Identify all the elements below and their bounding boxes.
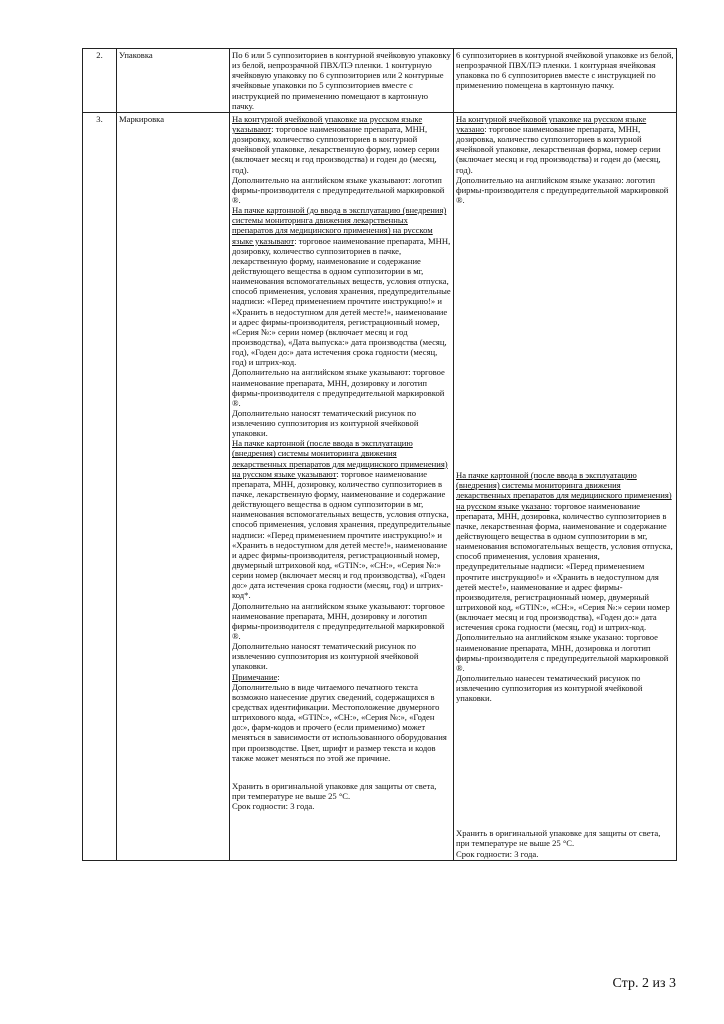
row-title: Маркировка	[117, 112, 230, 860]
proposed-text: По 6 или 5 суппозиториев в контурной ячейковую упаковку из белой, непрозрачной ПВХ/ПЭ пленки. 1 контурную ячейковую упаковку по 6 суппозиториев или 2 контурные ячейковые упаковки по 5 суппозиториев вместе с инструкцией по применению помещают в картонную пачку.	[230, 49, 454, 113]
carton-before-picture-paragraph: Дополнительно наносят тематический рисунок по извлечению суппозитория из контурной ячейковой упаковки.	[232, 407, 419, 439]
row-number: 2.	[83, 49, 117, 113]
page-number: Стр. 2 из 3	[612, 976, 676, 991]
approved-text: 6 суппозиториев в контурной ячейковой упаковке из белой, непрозрачной ПВХ/ПЭ пленки. 1 контурная ячейковая упаковка по 6 суппозиториев вместе с инструкцией по применению помещена в картонную пачку.	[454, 49, 677, 113]
proposed-text	[230, 112, 454, 860]
carton-before-paragraph: На пачке картонной (до ввода в эксплуатацию (внедрения) системы мониторинга движения лекарственных препаратов для медицинского применения) на русском языке указывают: торговое наименование препарата, МНН, дозировку, количество суппозиториев в пачке, лекарственную форму, наименование и содержание действующего вещества в одном суппозитории в мг, наименования вспомогательных веществ, условия отпуска, способ применения, условия хранения, предупредительные надписи: «Перед применением прочтите инструкцию!» и «Хранить в недоступном для детей месте!», наименование и адрес фирмы-производителя, регистрационный номер, «Серия №:» серии номер (включает месяц и год производства), «Дата выпуска:» дата производства (месяц, год), «Годен до:» дата истечения срока годности (месяц, год) и штрих-код.	[232, 205, 451, 368]
table-row	[83, 49, 677, 113]
storage-paragraph: Хранить в оригинальной упаковке для защиты от света, при температуре не выше 25 °С.	[232, 780, 437, 801]
carton-after-paragraph: На пачке картонной (после ввода в эксплуатацию (внедрения) системы мониторинга движения лекарственных препаратов для медицинского применения) на русском языке указывают: торговое наименование препарата, МНН, дозировку, количество суппозиториев в пачке, лекарственную форму, наименование и содержание действующего вещества в одном суппозитории в мг, наименования вспомогательных веществ, условия отпуска, способ применения, условия хранения, предупредительные надписи: «Перед применением прочтите инструкцию!» и «Хранить в недоступном для детей месте!», наименование и адрес фирмы-производителя, регистрационный номер, двумерный штриховой код, «GTIN:», «CH:», «Серия №:» серии номер (включает месяц и год производства), «Годен до:» дата истечения срока годности (месяц, год) и штрих-код*.	[232, 438, 451, 601]
carton-before-english-paragraph: Дополнительно на английском языке указывают: торговое наименование препарата, МНН, дозировку и логотип фирмы-производителя с предупредительной маркировкой ®.	[232, 367, 445, 408]
blister-english-paragraph: Дополнительно на английском языке указывают: логотип фирмы-производителя с предупредительной маркировкой ®.	[232, 174, 445, 205]
shelf-life-paragraph: Срок годности: 3 года.	[456, 848, 539, 859]
row-title: Упаковка	[117, 49, 230, 113]
carton-after-english-paragraph: Дополнительно на английском языке указывают: торговое наименование препарата, МНН, дозировку и логотип фирмы-производителя с предупредительной маркировкой ®.	[232, 600, 445, 642]
blister-paragraph: На контурной ячейковой упаковке на русском языке указано: торговое наименование препарата, МНН, дозировка, количество суппозиториев в контурной ячейковой упаковке, лекарственная форма, номер серии (включает месяц и год производства) и годен до (месяц, год).	[456, 113, 661, 175]
row-number: 3.	[83, 112, 117, 860]
table-row	[83, 112, 677, 860]
carton-after-picture-paragraph: Дополнительно наносят тематический рисунок по извлечению суппозитория из контурной ячейковой упаковки.	[232, 641, 419, 672]
approved-text	[454, 112, 677, 860]
carton-after-english-paragraph: Дополнительно на английском языке указано: торговое наименование препарата, МНН, дозировка и логотип фирмы-производителя с предупредительной маркировкой ®.	[456, 632, 669, 673]
carton-after-picture-paragraph: Дополнительно нанесен тематический рисунок по извлечению суппозитория из контурной ячейковой упаковки.	[456, 672, 643, 704]
blister-english-paragraph: Дополнительно на английском языке указано: логотип фирмы-производителя с предупредительной маркировкой ®.	[456, 174, 669, 205]
carton-after-paragraph: На пачке картонной (после ввода в эксплуатацию (внедрения) системы мониторинга движения лекарственных препаратов для медицинского применения) на русском языке указано: торговое наименование препарата, МНН, дозировка, количество суппозиториев в пачке, лекарственная форма, наименование и содержание действующего вещества в одном суппозитории в мг, наименования вспомогательных веществ, условия отпуска, способ применения, условия хранения, предупредительные надписи: «Перед применением прочтите инструкцию!» и «Хранить в недоступном для детей месте!», наименование и адрес фирмы-производителя, регистрационный номер, двумерный штриховой код, «GTIN:», «CH:», «Серия №:» серии номер (включает месяц и год производства), «Годен до:» дата истечения срока годности (месяц, год) и штрих-код.	[456, 470, 673, 633]
note-heading: Примечание:	[232, 671, 280, 682]
note-paragraph: Дополнительно в виде читаемого печатного текста возможно нанесение других сведений, содержащихся в средствах идентификации. Местоположение двумерного штрихового кода, «GTIN:», «CH:», «Серия №:», «Годен до:», фарм-кодов и прочего (если применимо) может меняться в зависимости от использованного оборудования при производстве. Цвет, шрифт и размер текста и кодов также может меняться по этой же причине.	[232, 681, 447, 763]
shelf-life-paragraph: Срок годности: 3 года.	[232, 801, 315, 812]
blister-paragraph: На контурной ячейковой упаковке на русском языке указывают: торговое наименование препарата, МНН, дозировку, количество суппозиториев в контурной ячейковой упаковке, лекарственную форму, номер серии (включает месяц и год производства) и годен до (месяц, год).	[232, 113, 440, 175]
document-table	[82, 48, 677, 861]
storage-paragraph: Хранить в оригинальной упаковке для защиты от света, при температуре не выше 25 °С.	[456, 828, 661, 849]
